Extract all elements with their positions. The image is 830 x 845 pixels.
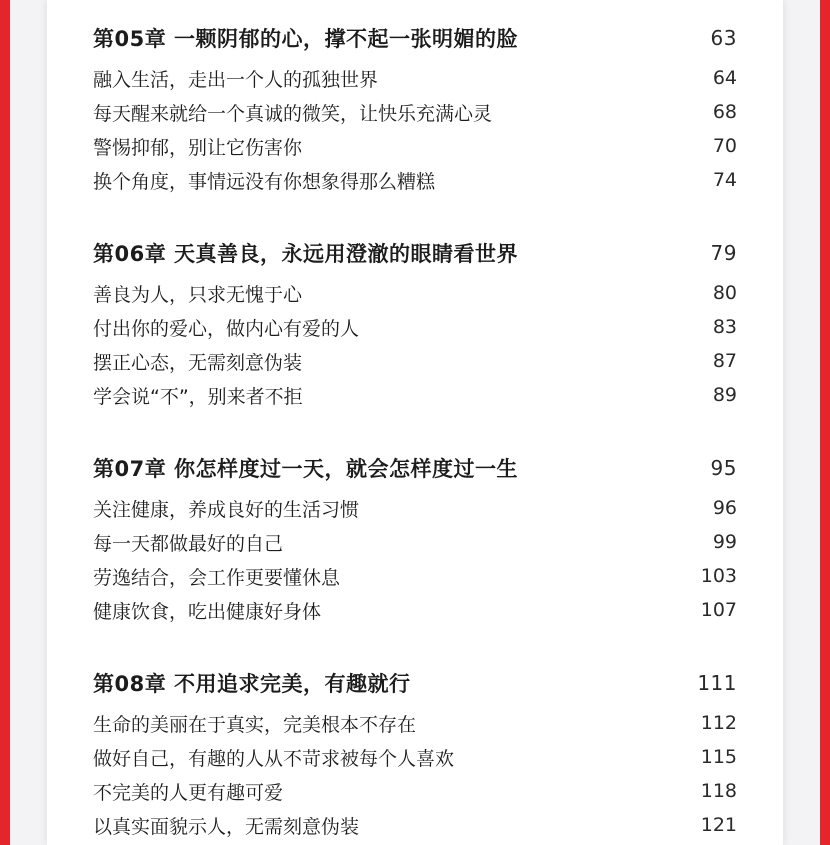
chapter-08 [93, 660, 737, 842]
chapter-page-number: 111 [697, 671, 737, 695]
chapter-heading[interactable] [93, 15, 737, 61]
entry-title: 付出你的爱心，做内心有爱的人 [93, 317, 360, 340]
entry-title: 劳逸结合，会工作更要懂休息 [93, 566, 341, 589]
entry-title: 不完美的人更有趣可爱 [93, 781, 284, 804]
toc-entry[interactable] [93, 559, 737, 593]
entry-page-number: 99 [712, 531, 737, 553]
chapter-title: 第06章 天真善良，永远用澄澈的眼睛看世界 [93, 242, 519, 266]
entry-page-number: 107 [700, 599, 737, 621]
toc-entry[interactable] [93, 163, 737, 197]
entry-page-number: 89 [712, 384, 737, 406]
entry-title: 每天醒来就给一个真诚的微笑，让快乐充满心灵 [93, 102, 493, 125]
chapter-title: 第08章 不用追求完美，有趣就行 [93, 672, 411, 696]
entry-title: 融入生活，走出一个人的孤独世界 [93, 68, 379, 91]
chapter-page-number: 63 [710, 26, 737, 50]
chapter-07 [93, 445, 737, 627]
toc-entry[interactable] [93, 61, 737, 95]
entry-title: 做好自己，有趣的人从不苛求被每个人喜欢 [93, 747, 455, 770]
toc-entry[interactable] [93, 706, 737, 740]
entry-title: 换个角度，事情远没有你想象得那么糟糕 [93, 170, 436, 193]
entry-page-number: 118 [700, 780, 737, 802]
toc-entry[interactable] [93, 808, 737, 842]
toc-entry[interactable] [93, 276, 737, 310]
right-red-border [820, 0, 830, 845]
chapter-page-number: 95 [710, 456, 737, 480]
chapter-spacer [93, 197, 737, 230]
table-of-contents [93, 15, 737, 842]
chapter-title: 第05章 一颗阴郁的心，撑不起一张明媚的脸 [93, 27, 519, 51]
entry-title: 摆正心态，无需刻意伪装 [93, 351, 303, 374]
chapter-05 [93, 15, 737, 197]
chapter-page-number: 79 [710, 241, 737, 265]
left-red-border [0, 0, 10, 845]
toc-entry[interactable] [93, 129, 737, 163]
chapter-title: 第07章 你怎样度过一天，就会怎样度过一生 [93, 457, 519, 481]
toc-entry[interactable] [93, 774, 737, 808]
entry-page-number: 112 [700, 712, 737, 734]
entry-title: 警惕抑郁，别让它伤害你 [93, 136, 303, 159]
toc-entry[interactable] [93, 95, 737, 129]
entry-title: 善良为人，只求无愧于心 [93, 283, 303, 306]
toc-entry[interactable] [93, 740, 737, 774]
entry-page-number: 121 [700, 814, 737, 836]
entry-title: 学会说“不”，别来者不拒 [93, 385, 303, 408]
entry-page-number: 64 [712, 67, 737, 89]
chapter-heading[interactable] [93, 230, 737, 276]
toc-entry[interactable] [93, 491, 737, 525]
toc-entry[interactable] [93, 525, 737, 559]
entry-page-number: 103 [700, 565, 737, 587]
toc-entry[interactable] [93, 378, 737, 412]
entry-title: 生命的美丽在于真实，完美根本不存在 [93, 713, 417, 736]
toc-entry[interactable] [93, 593, 737, 627]
entry-page-number: 87 [712, 350, 737, 372]
entry-title: 健康饮食，吃出健康好身体 [93, 600, 322, 623]
entry-page-number: 74 [712, 169, 737, 191]
chapter-06 [93, 230, 737, 412]
toc-entry[interactable] [93, 344, 737, 378]
entry-title: 以真实面貌示人，无需刻意伪装 [93, 815, 360, 838]
chapter-heading[interactable] [93, 445, 737, 491]
entry-title: 每一天都做最好的自己 [93, 532, 284, 555]
entry-page-number: 83 [712, 316, 737, 338]
chapter-spacer [93, 412, 737, 445]
entry-page-number: 70 [712, 135, 737, 157]
entry-title: 关注健康，养成良好的生活习惯 [93, 498, 360, 521]
entry-page-number: 80 [712, 282, 737, 304]
toc-entry[interactable] [93, 310, 737, 344]
entry-page-number: 115 [700, 746, 737, 768]
chapter-heading[interactable] [93, 660, 737, 706]
entry-page-number: 68 [712, 101, 737, 123]
chapter-spacer [93, 627, 737, 660]
entry-page-number: 96 [712, 497, 737, 519]
